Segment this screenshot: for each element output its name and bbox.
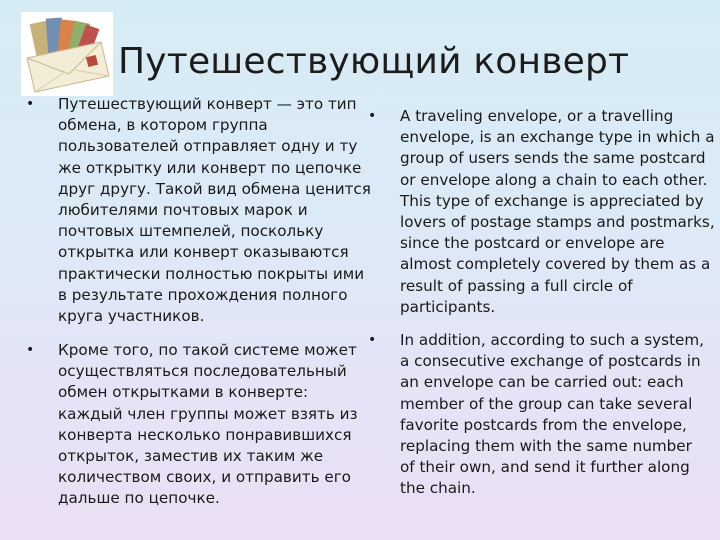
bullet-dot: •: [26, 342, 35, 358]
bullet-dot: •: [26, 96, 35, 112]
bullet-ru-1-text: Путешествующий конверт — это тип обмена, в котором группа пользователей отправляет одну и ту же открытку или конверт по цепочке друг другу. Такой вид обмена ценится любителями почтовых марок и почтовых штемпелей, поскольку открытка или конверт оказываются практически полностью покрыты ими в результате прохождения полного круга участников.: [58, 95, 371, 326]
slide-title: Путешествующий конверт: [118, 41, 630, 82]
envelope-with-postcards-icon: [21, 12, 113, 96]
bullet-dot: •: [368, 332, 377, 348]
bullet-en-2-text: In addition, according to such a system, a consecutive exchange of postcards in an envelope can be carried out: each member of the group can take several favorite postcards from the envelope, replacing them with the same number of their own, and send it further along the chain.: [400, 331, 705, 498]
bullet-en-1-text: A traveling envelope, or a travelling envelope, is an exchange type in which a group of users sends the same postcard or envelope along a chain to each other. This type of exchange is appreciated by lovers of postage stamps and postmarks, since the postcard or envelope are almost completely covered by them as a result of passing a full circle of participants.: [400, 107, 715, 316]
bullet-dot: •: [368, 108, 377, 124]
bullet-ru-2-text: Кроме того, по такой системе может осуществляться последовательный обмен открытками в конверте: каждый член группы может взять из конверта несколько понравившихся открыток, заместив их таким же количеством своих, и отправить его дальше по цепочке.: [58, 341, 358, 508]
